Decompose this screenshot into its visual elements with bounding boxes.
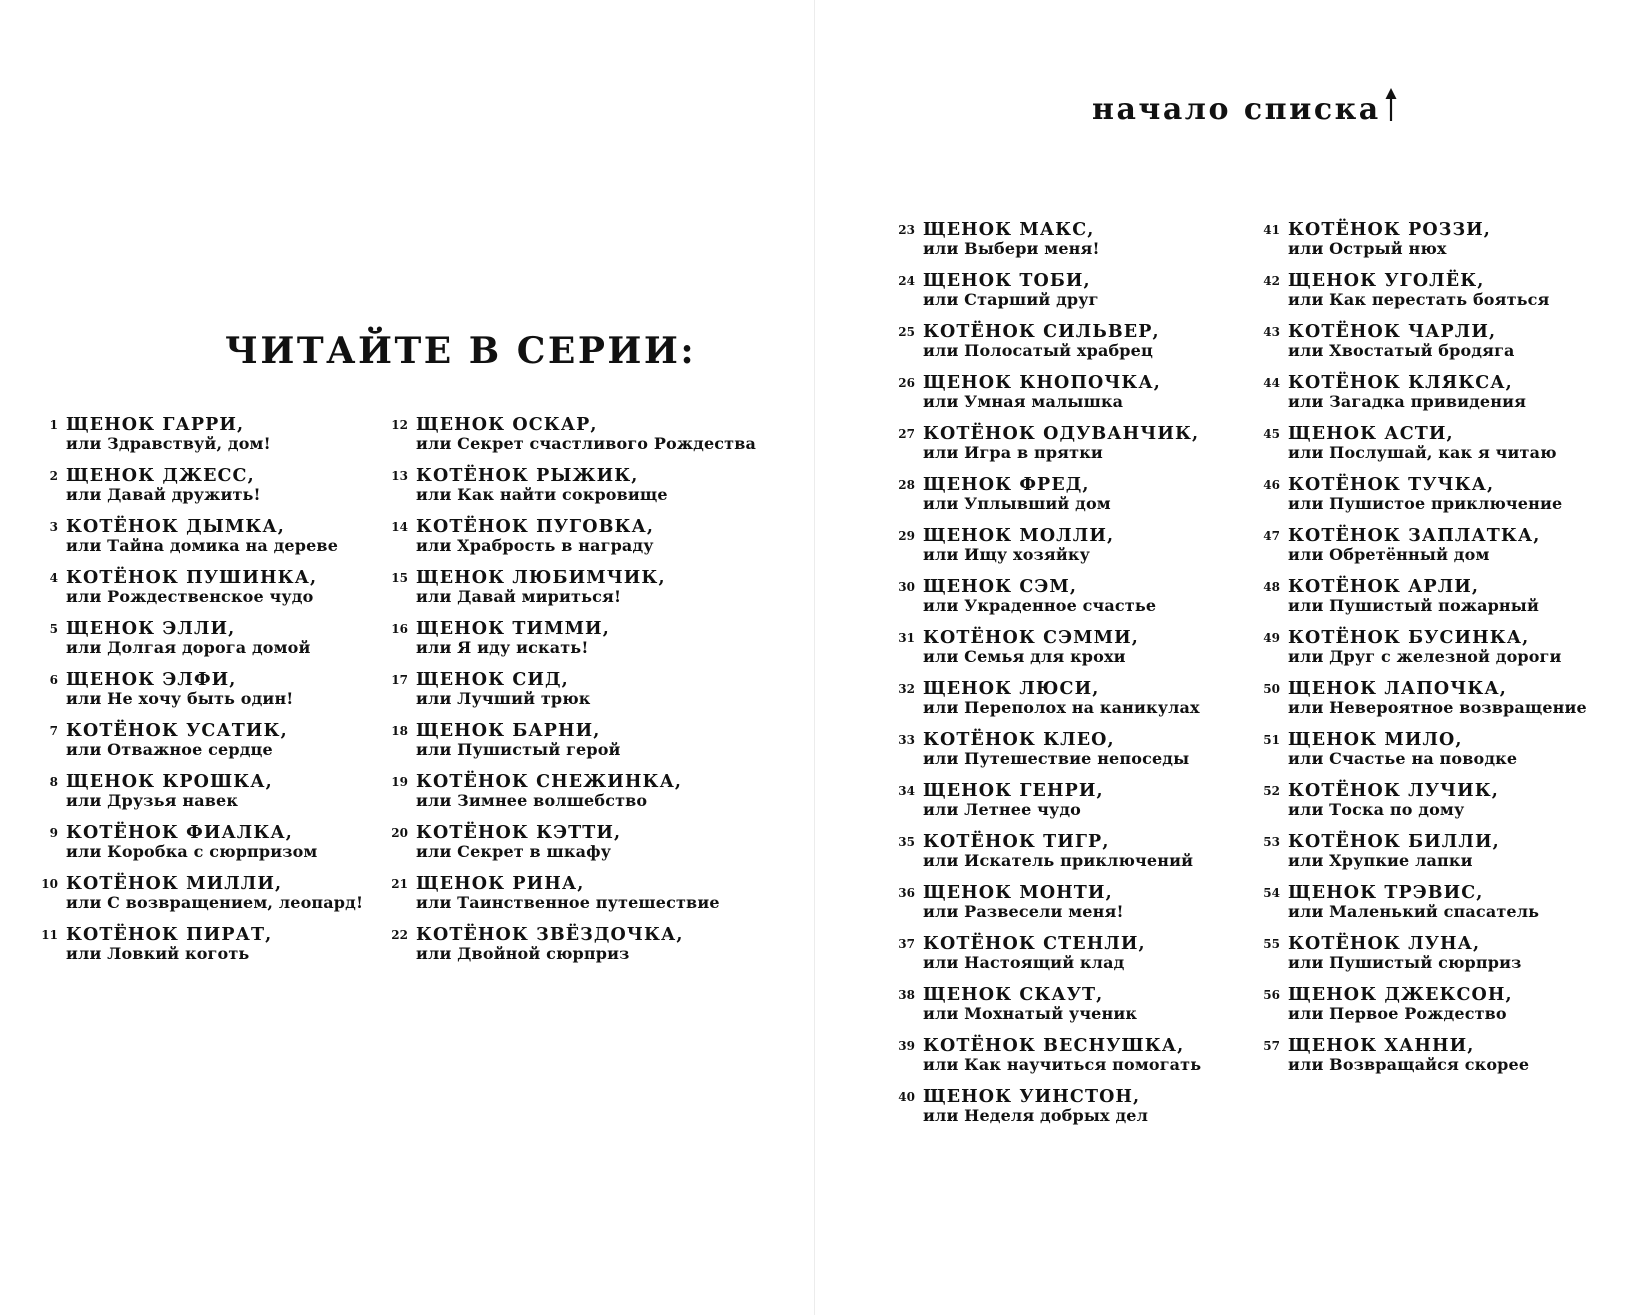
- book-number: 30: [898, 580, 915, 594]
- book-name: ЩЕНОК ФРЕД,: [923, 475, 1090, 495]
- book-subtitle: или Как перестать бояться: [1288, 290, 1550, 309]
- book-number: 45: [1263, 427, 1280, 441]
- book-number: 39: [898, 1039, 915, 1053]
- book-subtitle: или Ищу хозяйку: [923, 545, 1090, 564]
- book-name: ЩЕНОК МИЛО,: [1288, 730, 1463, 750]
- book-number: 7: [49, 724, 58, 738]
- book-number: 12: [391, 418, 408, 432]
- book-subtitle: или С возвращением, леопард!: [66, 893, 364, 912]
- book-name: ЩЕНОК ЭЛФИ,: [66, 670, 237, 690]
- book-number: 11: [41, 928, 58, 942]
- book-name: КОТЁНОК КЛЯКСА,: [1288, 373, 1513, 393]
- book-subtitle: или Храбрость в награду: [416, 536, 654, 555]
- book-number: 13: [391, 469, 408, 483]
- book-name: ЩЕНОК УИНСТОН,: [923, 1087, 1141, 1107]
- book-number: 32: [898, 682, 915, 696]
- book-name: КОТЁНОК ВЕСНУШКА,: [923, 1036, 1185, 1056]
- book-subtitle: или Пушистое приключение: [1288, 494, 1563, 513]
- book-subtitle: или Возвращайся скорее: [1288, 1055, 1530, 1074]
- book-name: КОТЁНОК ЛУНА,: [1288, 934, 1481, 954]
- book-name: ЩЕНОК ЭЛЛИ,: [66, 619, 236, 639]
- book-number: 37: [898, 937, 915, 951]
- book-subtitle: или Тайна домика на дереве: [66, 536, 339, 555]
- series-title: ЧИТАЙТЕ В СЕРИИ:: [225, 330, 697, 372]
- book-name: ЩЕНОК УГОЛЁК,: [1288, 271, 1485, 291]
- book-name: КОТЁНОК РОЗЗИ,: [1288, 220, 1491, 240]
- book-name: ЩЕНОК РИНА,: [416, 874, 585, 894]
- book-subtitle: или Секрет в шкафу: [416, 842, 612, 861]
- book-subtitle: или Старший друг: [923, 290, 1099, 309]
- book-name: ЩЕНОК ХАННИ,: [1288, 1036, 1475, 1056]
- book-number: 34: [898, 784, 915, 798]
- book-number: 26: [898, 376, 915, 390]
- book-subtitle: или Украденное счастье: [923, 596, 1157, 615]
- book-number: 24: [898, 274, 915, 288]
- book-number: 4: [49, 571, 58, 585]
- book-name: ЩЕНОК БАРНИ,: [416, 721, 601, 741]
- book-name: КОТЁНОК КЛЕО,: [923, 730, 1115, 750]
- book-name: КОТЁНОК СТЕНЛИ,: [923, 934, 1146, 954]
- book-number: 38: [898, 988, 915, 1002]
- book-subtitle: или Тоска по дому: [1288, 800, 1465, 819]
- book-name: ЩЕНОК МОЛЛИ,: [923, 526, 1115, 546]
- book-name: ЩЕНОК ТРЭВИС,: [1288, 883, 1484, 903]
- book-subtitle: или Мохнатый ученик: [923, 1004, 1138, 1023]
- book-subtitle: или Загадка привидения: [1288, 392, 1527, 411]
- book-number: 9: [49, 826, 58, 840]
- book-subtitle: или Секрет счастливого Рождества: [416, 434, 757, 453]
- book-name: ЩЕНОК ОСКАР,: [416, 415, 598, 435]
- book-name: КОТЁНОК МИЛЛИ,: [66, 874, 283, 894]
- book-name: КОТЁНОК СЭММИ,: [923, 628, 1139, 648]
- book-subtitle: или Выбери меня!: [923, 239, 1100, 258]
- book-number: 56: [1263, 988, 1280, 1002]
- book-name: КОТЁНОК ДЫМКА,: [66, 517, 285, 537]
- book-subtitle: или Я иду искать!: [416, 638, 589, 657]
- book-subtitle: или Маленький спасатель: [1288, 902, 1540, 921]
- book-number: 10: [41, 877, 58, 891]
- book-subtitle: или Счастье на поводке: [1288, 749, 1518, 768]
- book-subtitle: или Развесели меня!: [923, 902, 1124, 921]
- book-number: 40: [898, 1090, 915, 1104]
- book-name: ЩЕНОК СИД,: [416, 670, 569, 690]
- book-name: КОТЁНОК ПУГОВКА,: [416, 517, 655, 537]
- book-number: 18: [391, 724, 408, 738]
- book-subtitle: или Неделя добрых дел: [923, 1106, 1149, 1125]
- book-name: КОТЁНОК ФИАЛКА,: [66, 823, 293, 843]
- book-name: ЩЕНОК ГАРРИ,: [66, 415, 245, 435]
- book-name: ЩЕНОК КРОШКА,: [66, 772, 273, 792]
- book-subtitle: или Пушистый пожарный: [1288, 596, 1539, 615]
- book-subtitle: или Умная малышка: [923, 392, 1124, 411]
- book-subtitle: или Друзья навек: [66, 791, 239, 810]
- book-subtitle: или Летнее чудо: [923, 800, 1082, 819]
- list-start-marker: [1092, 92, 1398, 130]
- book-subtitle: или Первое Рождество: [1288, 1004, 1507, 1023]
- book-subtitle: или Искатель приключений: [923, 851, 1194, 870]
- book-subtitle: или Как научиться помогать: [923, 1055, 1202, 1074]
- book-subtitle: или Ловкий коготь: [66, 944, 250, 963]
- book-name: КОТЁНОК БУСИНКА,: [1288, 628, 1530, 648]
- page-spine-divider: [814, 0, 815, 1315]
- book-subtitle: или Невероятное возвращение: [1288, 698, 1587, 717]
- book-subtitle: или Уплывший дом: [923, 494, 1111, 513]
- book-name: ЩЕНОК ЛЮСИ,: [923, 679, 1100, 699]
- book-name: КОТЁНОК ТИГР,: [923, 832, 1110, 852]
- book-subtitle: или Коробка с сюрпризом: [66, 842, 318, 861]
- book-number: 46: [1263, 478, 1280, 492]
- book-name: ЩЕНОК КНОПОЧКА,: [923, 373, 1161, 393]
- book-number: 31: [898, 631, 915, 645]
- arrow-up-icon: [1384, 88, 1398, 130]
- book-number: 8: [49, 775, 58, 789]
- book-subtitle: или Лучший трюк: [416, 689, 591, 708]
- book-name: КОТЁНОК ЗВЁЗДОЧКА,: [416, 925, 684, 945]
- book-number: 44: [1263, 376, 1280, 390]
- book-number: 17: [391, 673, 408, 687]
- book-subtitle: или Переполох на каникулах: [923, 698, 1200, 717]
- book-number: 22: [391, 928, 408, 942]
- book-subtitle: или Таинственное путешествие: [416, 893, 720, 912]
- book-name: ЩЕНОК ТИММИ,: [416, 619, 610, 639]
- book-name: КОТЁНОК СНЕЖИНКА,: [416, 772, 683, 792]
- book-subtitle: или Давай дружить!: [66, 485, 261, 504]
- book-number: 23: [898, 223, 915, 237]
- book-subtitle: или Обретённый дом: [1288, 545, 1490, 564]
- book-number: 20: [391, 826, 408, 840]
- book-number: 33: [898, 733, 915, 747]
- book-subtitle: или Двойной сюрприз: [416, 944, 630, 963]
- book-number: 3: [49, 520, 58, 534]
- book-number: 50: [1263, 682, 1280, 696]
- book-number: 42: [1263, 274, 1280, 288]
- book-number: 51: [1263, 733, 1280, 747]
- book-subtitle: или Послушай, как я читаю: [1288, 443, 1557, 462]
- book-number: 21: [391, 877, 408, 891]
- book-subtitle: или Путешествие непоседы: [923, 749, 1190, 768]
- book-name: ЩЕНОК ДЖЕСС,: [66, 466, 255, 486]
- book-name: КОТЁНОК АРЛИ,: [1288, 577, 1480, 597]
- book-name: ЩЕНОК АСТИ,: [1288, 424, 1454, 444]
- book-subtitle: или Пушистый герой: [416, 740, 621, 759]
- book-subtitle: или Давай мириться!: [416, 587, 622, 606]
- book-name: ЩЕНОК ГЕНРИ,: [923, 781, 1104, 801]
- book-name: КОТЁНОК СИЛЬВЕР,: [923, 322, 1160, 342]
- book-name: КОТЁНОК РЫЖИК,: [416, 466, 639, 486]
- book-subtitle: или Друг с железной дороги: [1288, 647, 1562, 666]
- book-number: 47: [1263, 529, 1280, 543]
- book-name: КОТЁНОК ПИРАТ,: [66, 925, 273, 945]
- book-number: 49: [1263, 631, 1280, 645]
- book-subtitle: или Полосатый храбрец: [923, 341, 1153, 360]
- book-number: 15: [391, 571, 408, 585]
- book-number: 57: [1263, 1039, 1280, 1053]
- book-name: ЩЕНОК МАКС,: [923, 220, 1095, 240]
- book-number: 36: [898, 886, 915, 900]
- book-subtitle: или Хрупкие лапки: [1288, 851, 1473, 870]
- book-name: КОТЁНОК ПУШИНКА,: [66, 568, 318, 588]
- book-name: ЩЕНОК ЛАПОЧКА,: [1288, 679, 1507, 699]
- book-number: 43: [1263, 325, 1280, 339]
- book-number: 52: [1263, 784, 1280, 798]
- book-subtitle: или Семья для крохи: [923, 647, 1126, 666]
- book-name: ЩЕНОК ДЖЕКСОН,: [1288, 985, 1513, 1005]
- book-name: ЩЕНОК СЭМ,: [923, 577, 1078, 597]
- book-name: КОТЁНОК ОДУВАНЧИК,: [923, 424, 1200, 444]
- book-name: КОТЁНОК ЧАРЛИ,: [1288, 322, 1497, 342]
- list-start-label: начало списка: [1092, 92, 1381, 127]
- book-number: 5: [49, 622, 58, 636]
- book-number: 27: [898, 427, 915, 441]
- book-name: КОТЁНОК БИЛЛИ,: [1288, 832, 1500, 852]
- book-number: 19: [391, 775, 408, 789]
- book-number: 28: [898, 478, 915, 492]
- book-name: ЩЕНОК ЛЮБИМЧИК,: [416, 568, 666, 588]
- book-number: 6: [49, 673, 58, 687]
- book-number: 1: [49, 418, 58, 432]
- book-subtitle: или Не хочу быть один!: [66, 689, 294, 708]
- book-number: 54: [1263, 886, 1280, 900]
- book-number: 14: [391, 520, 408, 534]
- book-subtitle: или Игра в прятки: [923, 443, 1103, 462]
- book-number: 16: [391, 622, 408, 636]
- book-number: 55: [1263, 937, 1280, 951]
- book-number: 48: [1263, 580, 1280, 594]
- book-number: 53: [1263, 835, 1280, 849]
- book-name: КОТЁНОК ЗАПЛАТКА,: [1288, 526, 1541, 546]
- book-number: 25: [898, 325, 915, 339]
- book-name: КОТЁНОК УСАТИК,: [66, 721, 288, 741]
- book-name: ЩЕНОК СКАУТ,: [923, 985, 1104, 1005]
- book-subtitle: или Пушистый сюрприз: [1288, 953, 1522, 972]
- book-subtitle: или Отважное сердце: [66, 740, 273, 759]
- book-name: ЩЕНОК ТОБИ,: [923, 271, 1091, 291]
- book-subtitle: или Зимнее волшебство: [416, 791, 648, 810]
- book-number: 35: [898, 835, 915, 849]
- book-name: КОТЁНОК ТУЧКА,: [1288, 475, 1495, 495]
- book-subtitle: или Хвостатый бродяга: [1288, 341, 1515, 360]
- book-number: 41: [1263, 223, 1280, 237]
- book-subtitle: или Настоящий клад: [923, 953, 1125, 972]
- book-name: КОТЁНОК КЭТТИ,: [416, 823, 622, 843]
- book-number: 2: [49, 469, 58, 483]
- book-number: 29: [898, 529, 915, 543]
- book-subtitle: или Как найти сокровище: [416, 485, 668, 504]
- book-subtitle: или Острый нюх: [1288, 239, 1447, 258]
- book-subtitle: или Рождественское чудо: [66, 587, 314, 606]
- book-name: ЩЕНОК МОНТИ,: [923, 883, 1113, 903]
- book-subtitle: или Долгая дорога домой: [66, 638, 311, 657]
- book-name: КОТЁНОК ЛУЧИК,: [1288, 781, 1499, 801]
- book-subtitle: или Здравствуй, дом!: [66, 434, 271, 453]
